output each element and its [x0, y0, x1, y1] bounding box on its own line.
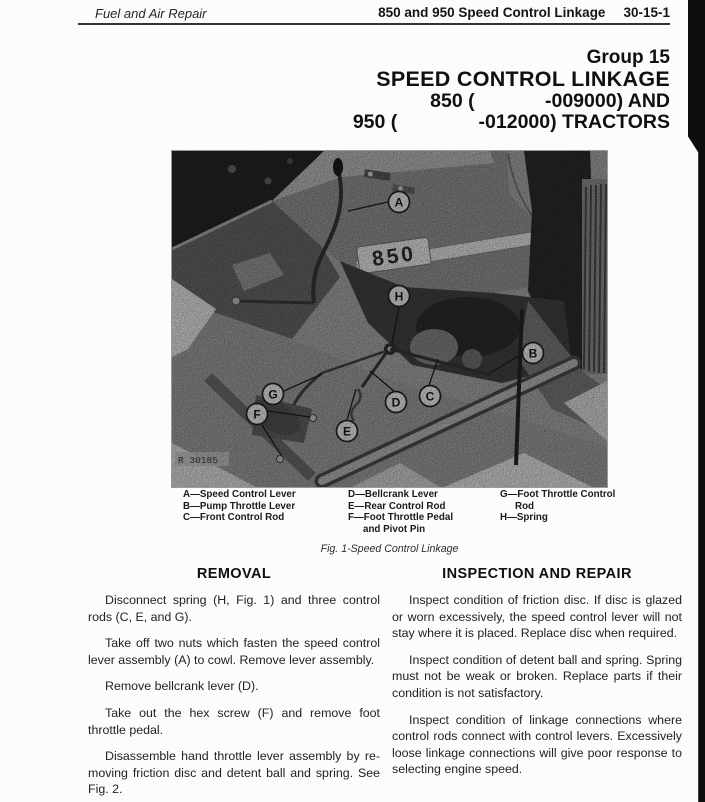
- legend-column-2: [348, 489, 453, 535]
- removal-paragraph: Take out the hex screw (F) and remove foot throttle pedal.: [88, 705, 380, 737]
- model-range-850: 850 ( -009000) AND: [430, 90, 670, 112]
- page-title: SPEED CONTROL LINKAGE: [376, 67, 670, 91]
- legend-item-g-cont: Rod: [515, 500, 535, 512]
- inspection-paragraph: Inspect condition of friction disc. If disc is glazed or worn excessively, the speed control lever will not stay where it is placed. Replace disc when required.: [392, 593, 682, 641]
- inspection-heading: INSPECTION AND REPAIR: [442, 566, 632, 582]
- legend-column-3: [500, 489, 615, 524]
- removal-heading: REMOVAL: [196, 566, 272, 582]
- inspection-paragraph: Inspect condition of detent ball and spring. Spring must not be weak or broken. Replace parts if their condition is not satisfactory.: [392, 652, 682, 700]
- legend-item-b: B—Pump Throttle Lever: [183, 500, 296, 512]
- legend-item-h: H—Spring: [500, 512, 548, 524]
- figure-caption: Fig. 1-Speed Control Linkage: [320, 543, 459, 555]
- legend-item-a: A—Speed Control Lever: [183, 489, 296, 500]
- legend-item-c: C—Front Control Rod: [183, 512, 285, 524]
- removal-paragraph: Disconnect spring (H, Fig. 1) and three control rods (C, E, and G).: [88, 593, 380, 624]
- header-section-title: 850 and 950 Speed Control Linkage: [378, 5, 606, 20]
- removal-section: [88, 566, 380, 802]
- removal-paragraph: Remove bellcrank lever (D).: [105, 679, 259, 694]
- model-range-950: 950 ( -012000) TRACTORS: [352, 111, 670, 133]
- removal-paragraph: Disassemble hand throttle lever assembly by re-moving friction disc and detent ball and spring. See Fig. 2.: [88, 749, 380, 797]
- header-left-title: Fuel and Air Repair: [95, 6, 207, 21]
- inspection-section: [392, 566, 682, 788]
- legend-item-f: F—Foot Throttle Pedal: [348, 512, 454, 524]
- tractor-linkage-photo: [172, 151, 607, 487]
- inspection-paragraph: Inspect condition of linkage connections where control rods connect with control levers. Excessively loose linkage connections will give poor response to selecting engine speed.: [392, 712, 682, 777]
- title-block: [353, 47, 670, 133]
- legend-item-g: G—Foot Throttle Control: [500, 489, 616, 500]
- header-right: [378, 5, 670, 20]
- scan-edge-bar: [688, 0, 705, 802]
- removal-paragraph: Take off two nuts which fasten the speed control lever assembly (A) to cowl. Remove lever assembly.: [88, 636, 380, 667]
- legend-item-d: D—Bellcrank Lever: [348, 489, 438, 500]
- legend-item-e: E—Rear Control Rod: [348, 500, 446, 512]
- header-rule: [78, 23, 670, 25]
- header-page-number: 30-15-1: [623, 5, 670, 20]
- group-title: Group 15: [586, 47, 670, 68]
- figure-1-photo: [172, 151, 607, 487]
- legend-item-f-cont: and Pivot Pin: [363, 523, 426, 535]
- legend-column-1: [183, 489, 296, 524]
